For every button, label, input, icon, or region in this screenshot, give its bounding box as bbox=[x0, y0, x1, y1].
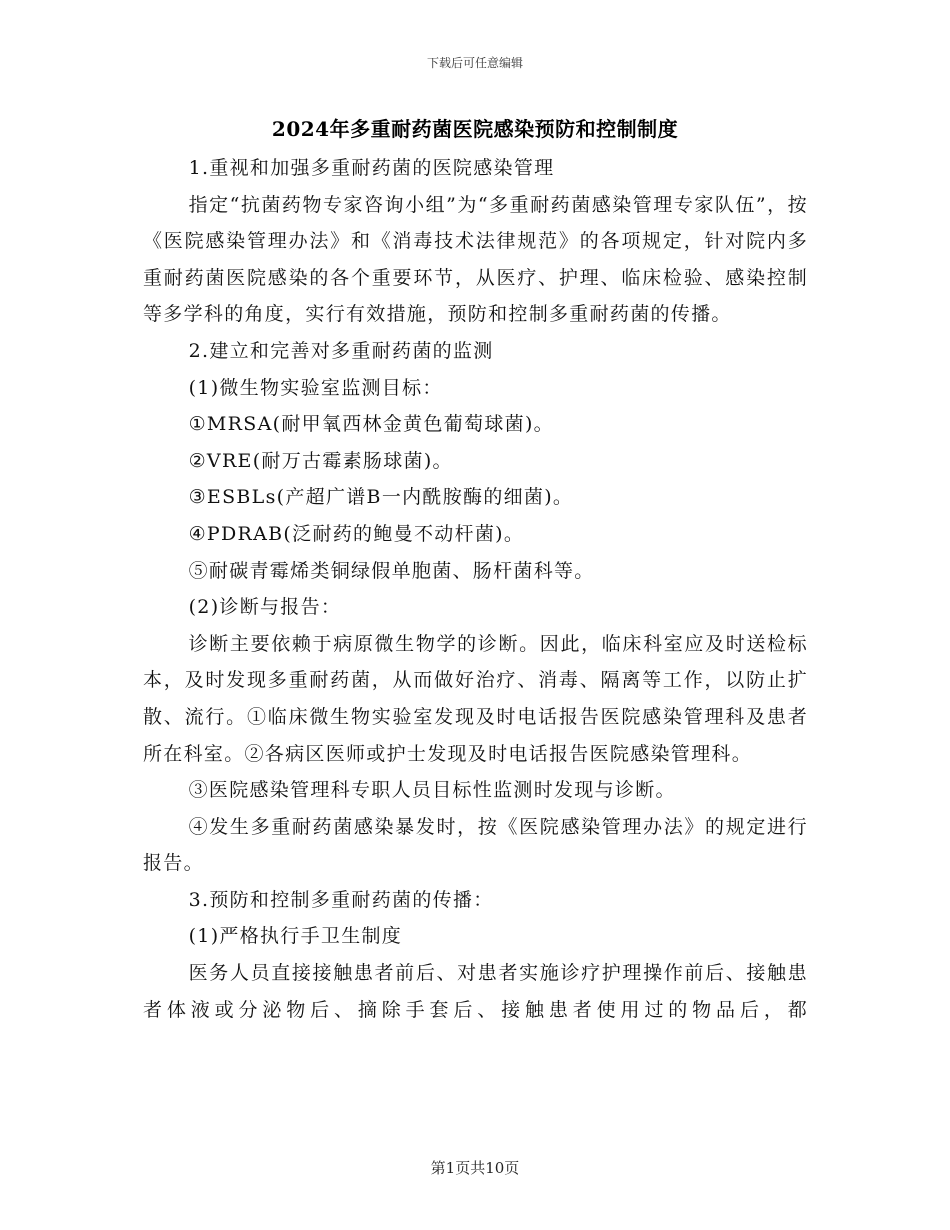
header-note: 下载后可任意编辑 bbox=[426, 56, 523, 70]
paragraph-section-1-heading: 1.重视和加强多重耐药菌的医院感染管理 bbox=[188, 157, 555, 179]
paragraph-target-mrsa: ①MRSA(耐甲氧西林金黄色葡萄球菌)。 bbox=[188, 413, 554, 436]
paragraph-section-1-body: 指定“抗菌药物专家咨询小组”为“多重耐药菌感染管理专家队伍”，按《医院感染管理办法》和《消毒技术法律规范》的各项规定，针对院内多重耐药菌医院感染的各个重要环节，从医疗、护理、临床检验、感染控制等多学科的角度，实行有效措施，预防和控制多重耐药菌的传播。 bbox=[143, 193, 808, 326]
page-footer: 第1页共10页 bbox=[430, 1159, 520, 1177]
paragraph-target-carbapenem: ⑤耐碳青霉烯类铜绿假单胞菌、肠杆菌科等。 bbox=[188, 559, 595, 582]
paragraph-target-pdrab: ④PDRAB(泛耐药的鲍曼不动杆菌)。 bbox=[188, 522, 525, 545]
paragraph-target-esbls: ③ESBLs(产超广谱B一内酰胺酶的细菌)。 bbox=[188, 486, 574, 509]
paragraph-diagnosis-body: 诊断主要依赖于病原微生物学的诊断。因此，临床科室应及时送检标本，及时发现多重耐药菌，从而做好治疗、消毒、隔离等工作，以防止扩散、流行。①临床微生物实验室发现及时电话报告医院感染管理科及患者所在科室。②各病区医师或护士发现及时电话报告医院感染管理科。 bbox=[143, 632, 808, 765]
paragraph-section-3-heading: 3.预防和控制多重耐药菌的传播： bbox=[188, 888, 494, 911]
paragraph-monitoring-targets: (1)微生物实验室监测目标： bbox=[188, 376, 443, 399]
document-title: 2024年多重耐药菌医院感染预防和控制制度 bbox=[271, 117, 679, 141]
paragraph-section-2-heading: 2.建立和完善对多重耐药菌的监测 bbox=[188, 339, 494, 362]
paragraph-diagnosis-heading: (2)诊断与报告： bbox=[188, 596, 342, 619]
paragraph-hand-hygiene-body: 医务人员直接接触患者前后、对患者实施诊疗护理操作前后、接触患者体液或分泌物后、摘除手套后、接触患者使用过的物品后，都 bbox=[143, 962, 808, 1021]
paragraph-hand-hygiene-heading: (1)严格执行手卫生制度 bbox=[188, 925, 403, 948]
paragraph-diagnosis-item-4: ④发生多重耐药菌感染暴发时，按《医院感染管理办法》的规定进行报告。 bbox=[143, 815, 808, 875]
paragraph-diagnosis-item-3: ③医院感染管理科专职人员目标性监测时发现与诊断。 bbox=[188, 779, 676, 802]
paragraph-target-vre: ②VRE(耐万古霉素肠球菌)。 bbox=[188, 449, 453, 472]
document-body bbox=[143, 150, 808, 1028]
